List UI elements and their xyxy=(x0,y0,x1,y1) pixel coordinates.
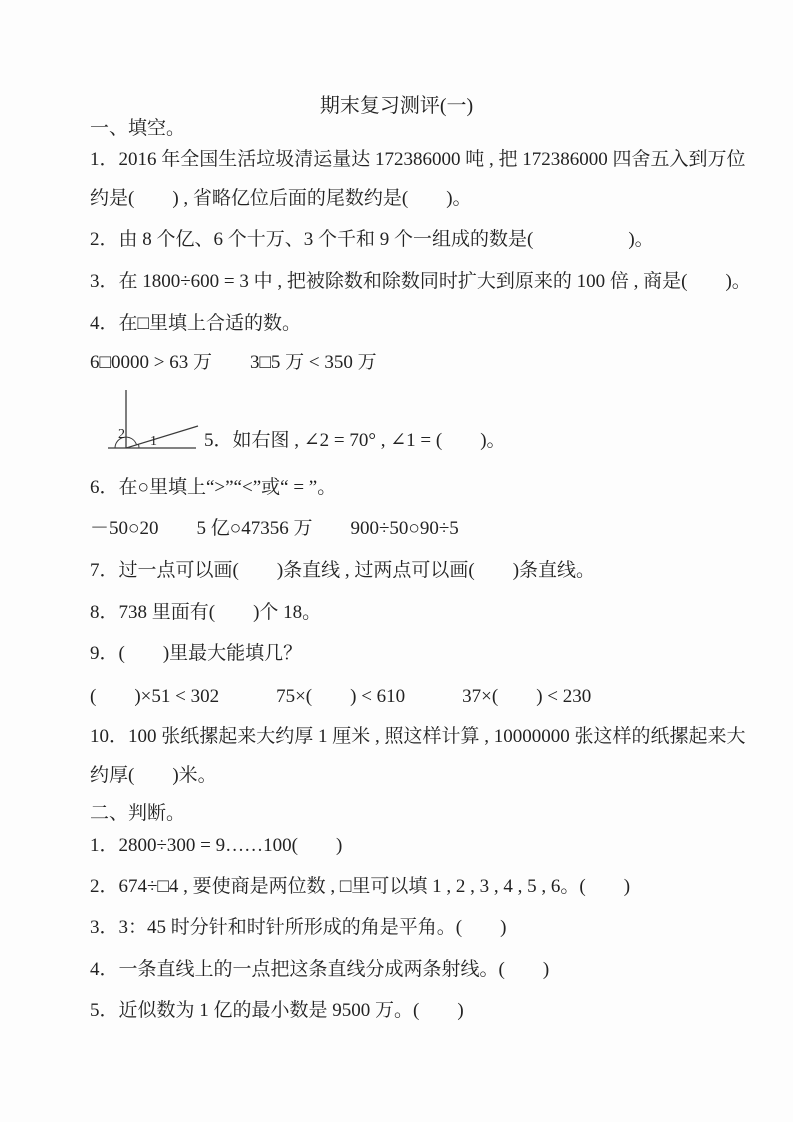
question-3: 3．在 1800÷600 = 3 中 , 把被除数和除数同时扩大到原来的 100 倍 , 商是( )。 xyxy=(90,271,751,292)
angle-1-label: 1 xyxy=(150,434,157,449)
question-4-values: 6□0000 > 63 万 3□5 万 < 350 万 xyxy=(90,352,377,373)
question-9-values: ( )×51 < 302 75×( ) < 610 37×( ) < 230 xyxy=(90,686,592,707)
question-5: 5．如右图 , ∠2 = 70° , ∠1 = ( )。 xyxy=(204,430,506,451)
judge-4: 4．一条直线上的一点把这条直线分成两条射线。( ) xyxy=(90,959,550,980)
angle-figure xyxy=(100,388,200,452)
angle-1-arc xyxy=(138,444,139,448)
question-8: 8．738 里面有( )个 18。 xyxy=(90,602,322,623)
question-4: 4．在□里填上合适的数。 xyxy=(90,313,301,334)
question-1-line-1: 1．2016 年全国生活垃圾清运量达 172386000 吨 , 把 172386000 四舍五入到万位 xyxy=(90,149,746,170)
question-6-values: －50○20 5 亿○47356 万 900÷50○90÷5 xyxy=(90,518,459,539)
question-5-row xyxy=(90,388,506,452)
angle-2-label: 2 xyxy=(118,427,125,442)
question-10-line-2: 约厚( )米。 xyxy=(90,765,217,786)
question-6: 6．在○里填上“>”“<”或“ = ”。 xyxy=(90,477,337,498)
question-9: 9．( )里最大能填几？ xyxy=(90,643,303,664)
judge-5: 5．近似数为 1 亿的最小数是 9500 万。( ) xyxy=(90,1000,464,1021)
judge-3: 3．3：45 时分针和时针所形成的角是平角。( ) xyxy=(90,917,507,938)
question-7: 7．过一点可以画( )条直线 , 过两点可以画( )条直线。 xyxy=(90,560,596,581)
section-heading-judge: 二、判断。 xyxy=(90,803,186,824)
judge-1: 1．2800÷300 = 9……100( ) xyxy=(90,835,343,856)
question-10-line-1: 10．100 张纸摞起来大约厚 1 厘米 , 照这样计算 , 10000000 张这样的纸摞起来大 xyxy=(90,726,746,747)
section-heading-fill-blanks: 一、填空。 xyxy=(90,118,186,139)
question-2: 2．由 8 个亿、6 个十万、3 个千和 9 个一组成的数是( )。 xyxy=(90,229,654,250)
exam-title: 期末复习测评(一) xyxy=(319,95,474,117)
judge-2: 2．674÷□4 , 要使商是两位数 , □里可以填 1 , 2 , 3 , 4 , 5 , 6。( ) xyxy=(90,876,631,897)
question-1-line-2: 约是( ) , 省略亿位后面的尾数约是( )。 xyxy=(90,188,472,209)
